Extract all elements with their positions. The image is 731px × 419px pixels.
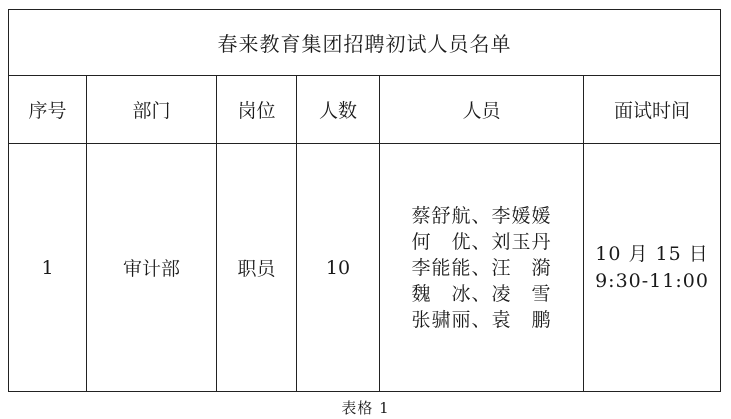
header-index: 序号 bbox=[28, 100, 67, 122]
table-header-row bbox=[9, 76, 720, 144]
header-people: 人员 bbox=[379, 76, 583, 143]
people-line: 魏 冰、凌 雪 bbox=[411, 282, 552, 305]
row-position: 职员 bbox=[216, 144, 296, 391]
interview-hours: 9:30-11:00 bbox=[595, 269, 709, 292]
people-line: 张骕丽、袁 鹏 bbox=[411, 308, 552, 331]
row-people bbox=[379, 144, 583, 391]
table-caption: 表格 1 bbox=[341, 399, 390, 417]
header-department: 部门 bbox=[86, 76, 216, 143]
header-position: 岗位 bbox=[216, 76, 296, 143]
people-line: 李能能、汪 漪 bbox=[411, 256, 552, 279]
row-count: 10 bbox=[296, 144, 379, 391]
table-title: 春来教育集团招聘初试人员名单 bbox=[9, 10, 720, 76]
interview-date: 10 月 15 日 bbox=[595, 242, 709, 265]
header-interview-time: 面试时间 bbox=[583, 76, 720, 143]
header-count: 人数 bbox=[296, 76, 379, 143]
row-department: 审计部 bbox=[86, 144, 216, 391]
people-line: 何 优、刘玉丹 bbox=[411, 230, 552, 253]
row-index: 1 bbox=[41, 256, 54, 279]
row-interview-time bbox=[583, 144, 720, 391]
table-row bbox=[9, 144, 720, 391]
interview-time-block bbox=[595, 241, 709, 295]
people-line: 蔡舒航、李媛媛 bbox=[411, 204, 552, 227]
people-list bbox=[411, 203, 551, 333]
personnel-table bbox=[8, 9, 721, 392]
